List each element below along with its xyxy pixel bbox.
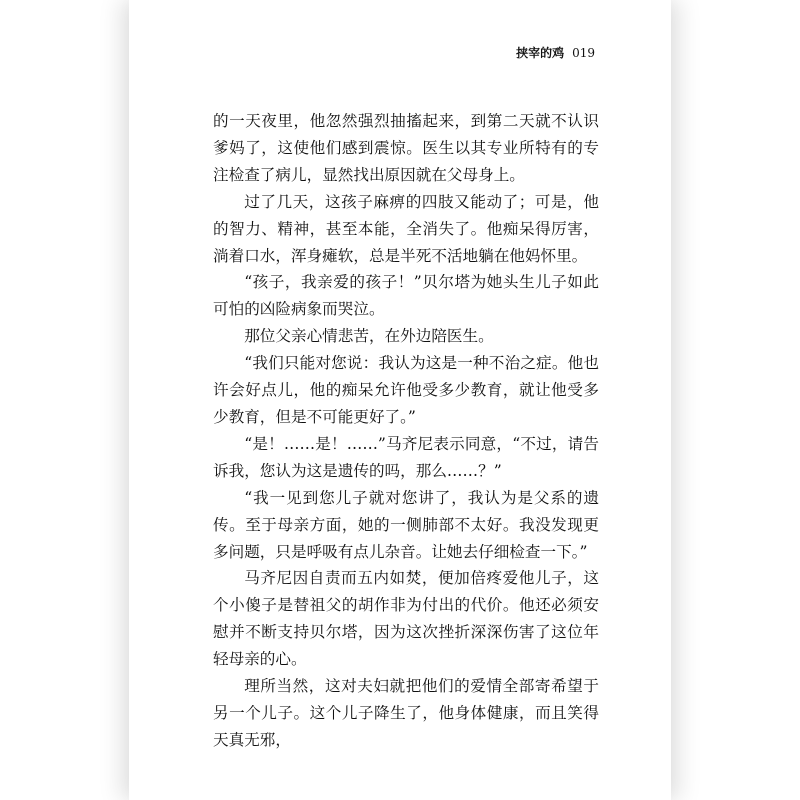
running-head	[516, 44, 595, 61]
paragraph: “我们只能对您说：我认为这是一种不治之症。他也许会好点儿，他的痴呆允许他受多少教育，就让他受多少教育，但是不可能更好了。”	[213, 354, 599, 426]
paragraph: “我一见到您儿子就对您讲了，我认为是父系的遗传。至于母亲方面，她的一侧肺部不太好。我没发现更多问题，只是呼吸有点儿杂音。让她去仔细检查一下。”	[213, 488, 599, 561]
paragraph: “孩子，我亲爱的孩子！”贝尔塔为她头生儿子如此可怕的凶险病象而哭泣。	[213, 273, 599, 319]
paragraph: 理所当然，这对夫妇就把他们的爱情全部寄希望于另一个儿子。这个儿子降生了，他身体健康，而且笑得天真无邪，	[213, 677, 599, 749]
book-page	[129, 0, 671, 800]
paragraph: 过了几天，这孩子麻痹的四肢又能动了；可是，他的智力、精神，甚至本能，全消失了。他痴呆得厉害，淌着口水，浑身瘫软，总是半死不活地躺在他妈怀里。	[213, 192, 599, 265]
paragraph: 的一天夜里，他忽然强烈抽搐起来，到第二天就不认识爹妈了，这使他们感到震惊。医生以其专业所特有的专注检查了病儿，显然找出原因就在父母身上。	[213, 112, 599, 184]
paragraph: “是！……是！……”马齐尼表示同意，“不过，请告诉我，您认为这是遗传的吗，那么……？”	[213, 434, 599, 480]
paragraph: 马齐尼因自责而五内如焚，便加倍疼爱他儿子，这个小傻子是替祖父的胡作非为付出的代价。他还必须安慰并不断支持贝尔塔，因为这次挫折深深伤害了这位年轻母亲的心。	[213, 569, 599, 669]
paragraph: 那位父亲心情悲苦，在外边陪医生。	[244, 327, 494, 346]
body-text	[213, 108, 599, 754]
page-number: 019	[572, 46, 595, 60]
chapter-title: 挟宰的鸡	[516, 46, 565, 60]
